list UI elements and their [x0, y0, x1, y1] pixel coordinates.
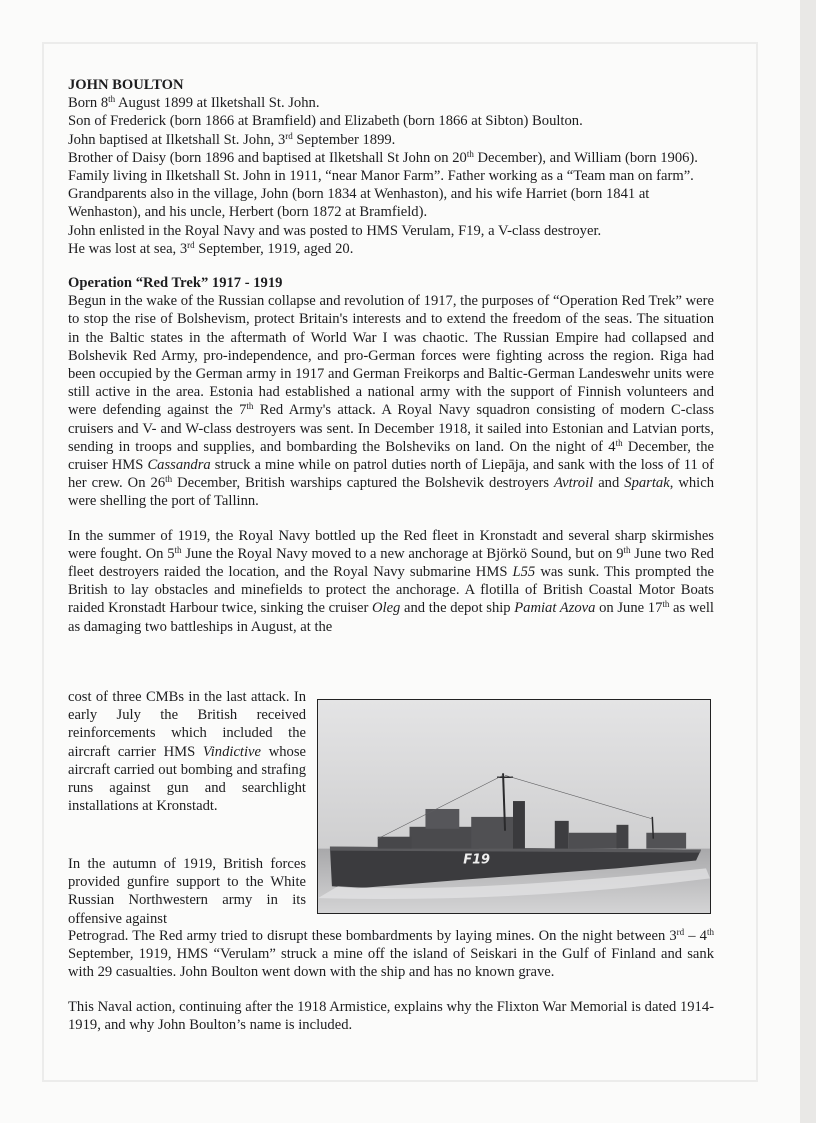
bio-family: Family living in Ilketshall St. John in 1911, “near Manor Farm”. Father working as a “Team man on farm”. Grandparents also in the village, John (born 1834 at Wenhaston), and his wife Harriet (born 1841 at Wenhaston), and his uncle, Herbert (born 1872 at Bramfield).	[68, 168, 694, 221]
operation-paragraph-2-continued: cost of three CMBs in the last attack. In early July the British received reinforcements which included the aircraft carrier HMS Vindictive whose aircraft carried out bombing and strafing runs against gun and searchlight installations at Kronstadt.	[68, 689, 306, 815]
operation-paragraph-2: In the summer of 1919, the Royal Navy bottled up the Red fleet in Kronstadt and several sharp skirmishes were fought. On 5th June the Royal Navy moved to a new anchorage at Björkö Sound, but on 9th June two Red fleet destroyers raided the location, and the Royal Navy submarine HMS L55 was sunk. This prompted the British to lay obstacles and minefields to protect the anchorage. A flotilla of British Coastal Motor Boats raided Kronstadt Harbour twice, sinking the cruiser Oleg and the depot ship Pamiat Azova on June 17th as well as damaging two battleships in August, at the	[68, 527, 714, 635]
bio-enlisted: John enlisted in the Royal Navy and was posted to HMS Verulam, F19, a V-class destroyer.	[68, 222, 602, 239]
operation-paragraph-1: Begun in the wake of the Russian collapse and revolution of 1917, the purposes of “Operation Red Trek” were to stop the rise of Bolshevism, protect Britain's interests and to extend the freedom of the seas. The situation in the Baltic states in the aftermath of World War I was chaotic. The Russian Empire had collapsed and Bolshevik Red Army, pro-independence, and pro-German forces were fighting across the region. Riga had been occupied by the German army in 1917 and German Freikorps and Baltic-German Landeswehr units were still active in the area. Estonia had established a national army with the support of Finnish volunteers and were defending against the 7th Red Army's attack. A Royal Navy squadron consisting of modern C-class cruisers and V- and W-class destroyers was sent. In December 1918, it sailed into Estonian and Latvian ports, sending in troops and supplies, and bombarding the Bolsheviks on land. On the night of 4th December, the cruiser HMS Cassandra struck a mine while on patrol duties north of Liepāja, and sank with the loss of 11 of her crew. On 26th December, British warships captured the Bolshevik destroyers Avtroil and Spartak, which were shelling the port of Tallinn.	[68, 293, 715, 510]
lower-text	[68, 927, 714, 1034]
closing-paragraph: This Naval action, continuing after the 1918 Armistice, explains why the Flixton War Memorial is dated 1914- 1919, and why John Boulton’s name is included.	[68, 998, 714, 1033]
main-text	[68, 76, 714, 636]
operation-paragraph-3-start: In the autumn of 1919, British forces provided gunfire support to the White Russian Northwestern army in its offensive against	[68, 856, 306, 927]
bio-parents: Son of Frederick (born 1866 at Bramfield) and Elizabeth (born 1866 at Sibton) Boulton.	[68, 113, 583, 130]
bio-lost: He was lost at sea, 3rd September, 1919, aged 20.	[68, 239, 354, 257]
hull-number: F19	[463, 852, 491, 868]
bio-siblings: Brother of Daisy (born 1896 and baptised at Ilketshall St John on 20th December), and William (born 1906).	[68, 148, 698, 166]
operation-heading: Operation “Red Trek” 1917 - 1919	[68, 275, 283, 292]
bio-born: Born 8th August 1899 at Ilketshall St. John.	[68, 94, 320, 112]
page-edge	[800, 0, 816, 1123]
destroyer-photo	[317, 699, 711, 914]
operation-paragraph-3: Petrograd. The Red army tried to disrupt these bombardments by laying mines. On the night between 3rd – 4th September, 1919, HMS “Verulam” struck a mine off the island of Seiskari in the Gulf of Finland and sank with 29 casualties. John Boulton went down with the ship and has no known grave.	[68, 927, 714, 981]
bio-heading: JOHN BOULTON	[68, 77, 184, 93]
destroyer-illustration	[318, 700, 710, 913]
bio-baptised: John baptised at Ilketshall St. John, 3rd September 1899.	[68, 130, 396, 148]
